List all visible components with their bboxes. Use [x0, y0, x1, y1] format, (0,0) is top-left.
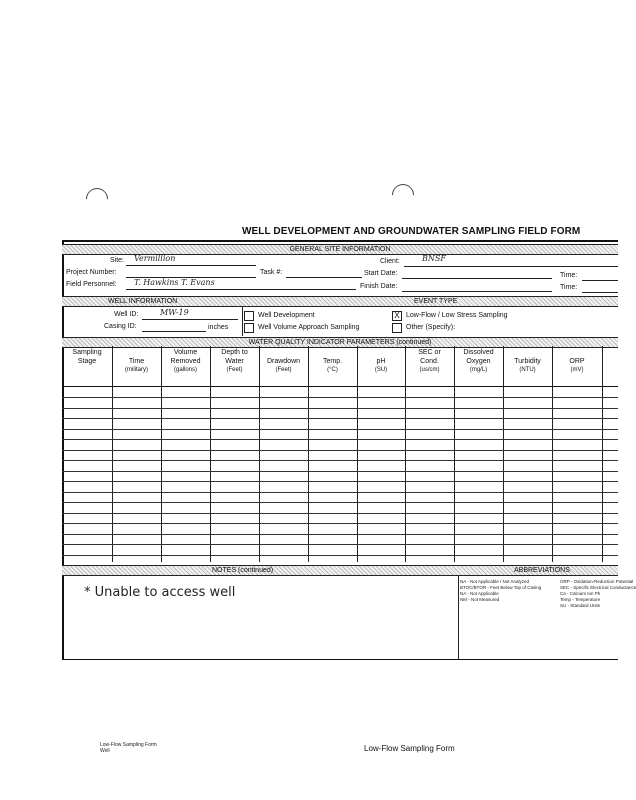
abbr-left-2: BTOC/BTOR - Feet Below Top of Casing: [460, 585, 542, 590]
well-development-checkbox[interactable]: [244, 311, 254, 321]
column-header-unit: (us/cm): [419, 367, 440, 373]
column-header: [112, 348, 161, 375]
column-header-title: Temp.: [322, 358, 343, 365]
table-row[interactable]: [62, 481, 618, 482]
table-column-divider: [405, 346, 406, 562]
well-volume-label: Well Volume Approach Sampling: [258, 324, 360, 331]
field-personnel-value[interactable]: T. Hawkins T. Evans: [134, 278, 215, 287]
column-header-unit: (NTU): [519, 367, 536, 373]
column-header-title: Turbidity: [514, 358, 541, 365]
table-column-divider: [210, 346, 211, 562]
footer-left: [100, 742, 157, 754]
client-field-line: [404, 266, 618, 267]
table-header-divider: [62, 386, 618, 387]
table-column-divider: [112, 346, 113, 562]
table-column-divider: [503, 346, 504, 562]
table-row[interactable]: [62, 534, 618, 535]
client-label: Client:: [380, 258, 400, 265]
notes-divider: [458, 576, 459, 660]
abbr-left-3: NA - Not Applicable: [460, 591, 499, 596]
table-row[interactable]: [62, 460, 618, 461]
event-type-heading: EVENT TYPE: [414, 298, 458, 305]
table-column-divider: [259, 346, 260, 562]
column-header-title: Sampling Stage: [72, 349, 102, 365]
well-info-heading: WELL INFORMATION: [108, 298, 178, 305]
table-column-divider: [602, 346, 603, 562]
site-value[interactable]: Vermillion: [134, 254, 176, 263]
column-header: [405, 348, 454, 375]
table-row[interactable]: [62, 450, 618, 451]
task-label: Task #:: [260, 269, 283, 276]
column-header-title: Volume Removed: [170, 349, 201, 365]
field-form: [62, 240, 636, 660]
column-header-title: Drawdown: [266, 358, 301, 365]
inches-label: inches: [208, 324, 229, 331]
table-column-divider: [357, 346, 358, 562]
start-date-line: [402, 278, 552, 279]
abbr-right-4: Temp - Temperature: [560, 597, 601, 602]
column-header-unit: (°C): [327, 367, 338, 373]
low-flow-checkbox[interactable]: X: [392, 311, 402, 321]
column-header: [503, 348, 552, 375]
table-column-divider: [552, 346, 553, 562]
well-id-line: [142, 319, 238, 320]
footer-center: Low-Flow Sampling Form: [364, 744, 455, 753]
form-title: WELL DEVELOPMENT AND GROUNDWATER SAMPLING FIELD FORM: [242, 226, 581, 237]
well-id-value[interactable]: MW-19: [160, 308, 189, 317]
table-row[interactable]: [62, 397, 618, 398]
column-header-title: SEC or Cond.: [418, 349, 441, 365]
column-header: [62, 348, 112, 366]
abbr-left-1: NA - Not Applicable / Not Analyzed: [460, 579, 530, 584]
table-row[interactable]: [62, 492, 618, 493]
project-number-label: Project Number:: [66, 269, 117, 276]
column-header: [210, 348, 259, 375]
abbr-right-2: SEC - Specific Electrical Conductance: [560, 585, 636, 590]
column-header-unit: (gallons): [173, 367, 197, 373]
other-label: Other (Specify):: [406, 324, 456, 331]
table-row[interactable]: [62, 544, 618, 545]
column-header-unit: (mV): [570, 367, 584, 373]
water-quality-band: WATER QUALITY INDICATOR PARAMETERS (continued): [62, 337, 618, 348]
well-event-divider: [242, 306, 243, 336]
table-column-divider: [454, 346, 455, 562]
low-flow-label: Low-Flow / Low Stress Sampling: [406, 312, 508, 319]
column-header-title: Depth to Water: [221, 349, 248, 365]
column-header: [552, 348, 602, 375]
abbr-right-5: SU - Standard Units: [560, 603, 601, 608]
well-info-band: [62, 296, 618, 307]
casing-id-line: [142, 331, 206, 332]
abbreviations-left: [460, 579, 541, 603]
field-personnel-label: Field Personnel:: [66, 281, 117, 288]
finish-date-line: [402, 291, 552, 292]
punch-hole-left: [81, 183, 112, 214]
column-header-unit: (Feet): [275, 367, 292, 373]
table-row[interactable]: [62, 471, 618, 472]
abbreviations-right: [560, 579, 636, 609]
other-checkbox[interactable]: [392, 323, 402, 333]
task-line: [286, 277, 362, 278]
table-row[interactable]: [62, 555, 618, 556]
time-label: Time:: [560, 272, 578, 279]
table-row[interactable]: [62, 418, 618, 419]
table-row[interactable]: [62, 439, 618, 440]
casing-id-label: Casing ID:: [104, 323, 137, 330]
abbr-left-4: NM - Not Measured: [460, 597, 500, 602]
footer-left-line2: Well: [100, 748, 110, 754]
well-id-label: Well ID:: [114, 311, 139, 318]
column-header-unit: (SU): [374, 367, 388, 373]
column-header-title: pH: [376, 358, 386, 365]
field-personnel-line: [126, 289, 356, 290]
site-info-band: GENERAL SITE INFORMATION: [62, 244, 618, 255]
start-date-label: Start Date:: [364, 270, 398, 277]
table-row[interactable]: [62, 502, 618, 503]
column-header: [259, 348, 308, 375]
footer-left-line1: Low-Flow Sampling Form: [100, 742, 157, 748]
abbr-right-3: Ca - Calcium Ion Ph: [560, 591, 601, 596]
time-line: [582, 280, 618, 281]
notes-heading: NOTES (continued): [212, 567, 274, 574]
table-row[interactable]: [62, 429, 618, 430]
column-header-unit: (mg/L): [469, 367, 488, 373]
site-label: Site:: [110, 257, 125, 264]
notes-band: [62, 565, 618, 576]
finish-date-label: Finish Date:: [360, 283, 398, 290]
punch-hole-right: [387, 179, 418, 210]
table-column-divider: [161, 346, 162, 562]
column-header-unit: (military): [125, 367, 148, 373]
form-top-border: [62, 240, 618, 242]
table-row[interactable]: [62, 523, 618, 524]
table-row[interactable]: [62, 408, 618, 409]
column-header: [308, 348, 357, 375]
client-value[interactable]: BNSF: [422, 254, 446, 263]
well-volume-checkbox[interactable]: [244, 323, 254, 333]
time2-line: [582, 292, 618, 293]
abbreviations-heading: ABBREVIATIONS: [514, 567, 570, 574]
form-bottom-border: [62, 659, 618, 660]
table-row[interactable]: [62, 513, 618, 514]
notes-text[interactable]: * Unable to access well: [84, 585, 236, 600]
column-header: [454, 348, 503, 375]
column-header-title: Dissolved Oxygen: [463, 349, 494, 365]
abbr-right-1: ORP - Oxidation-Reduction Potential: [560, 579, 634, 584]
column-header: [161, 348, 210, 375]
time2-label: Time:: [560, 284, 578, 291]
column-header: [357, 348, 405, 375]
column-header-title: Time: [128, 358, 145, 365]
well-development-label: Well Development: [258, 312, 315, 319]
column-header-title: ORP: [569, 358, 585, 365]
column-header-unit: (Feet): [226, 367, 243, 373]
table-column-divider: [308, 346, 309, 562]
site-field-line: [126, 265, 256, 266]
